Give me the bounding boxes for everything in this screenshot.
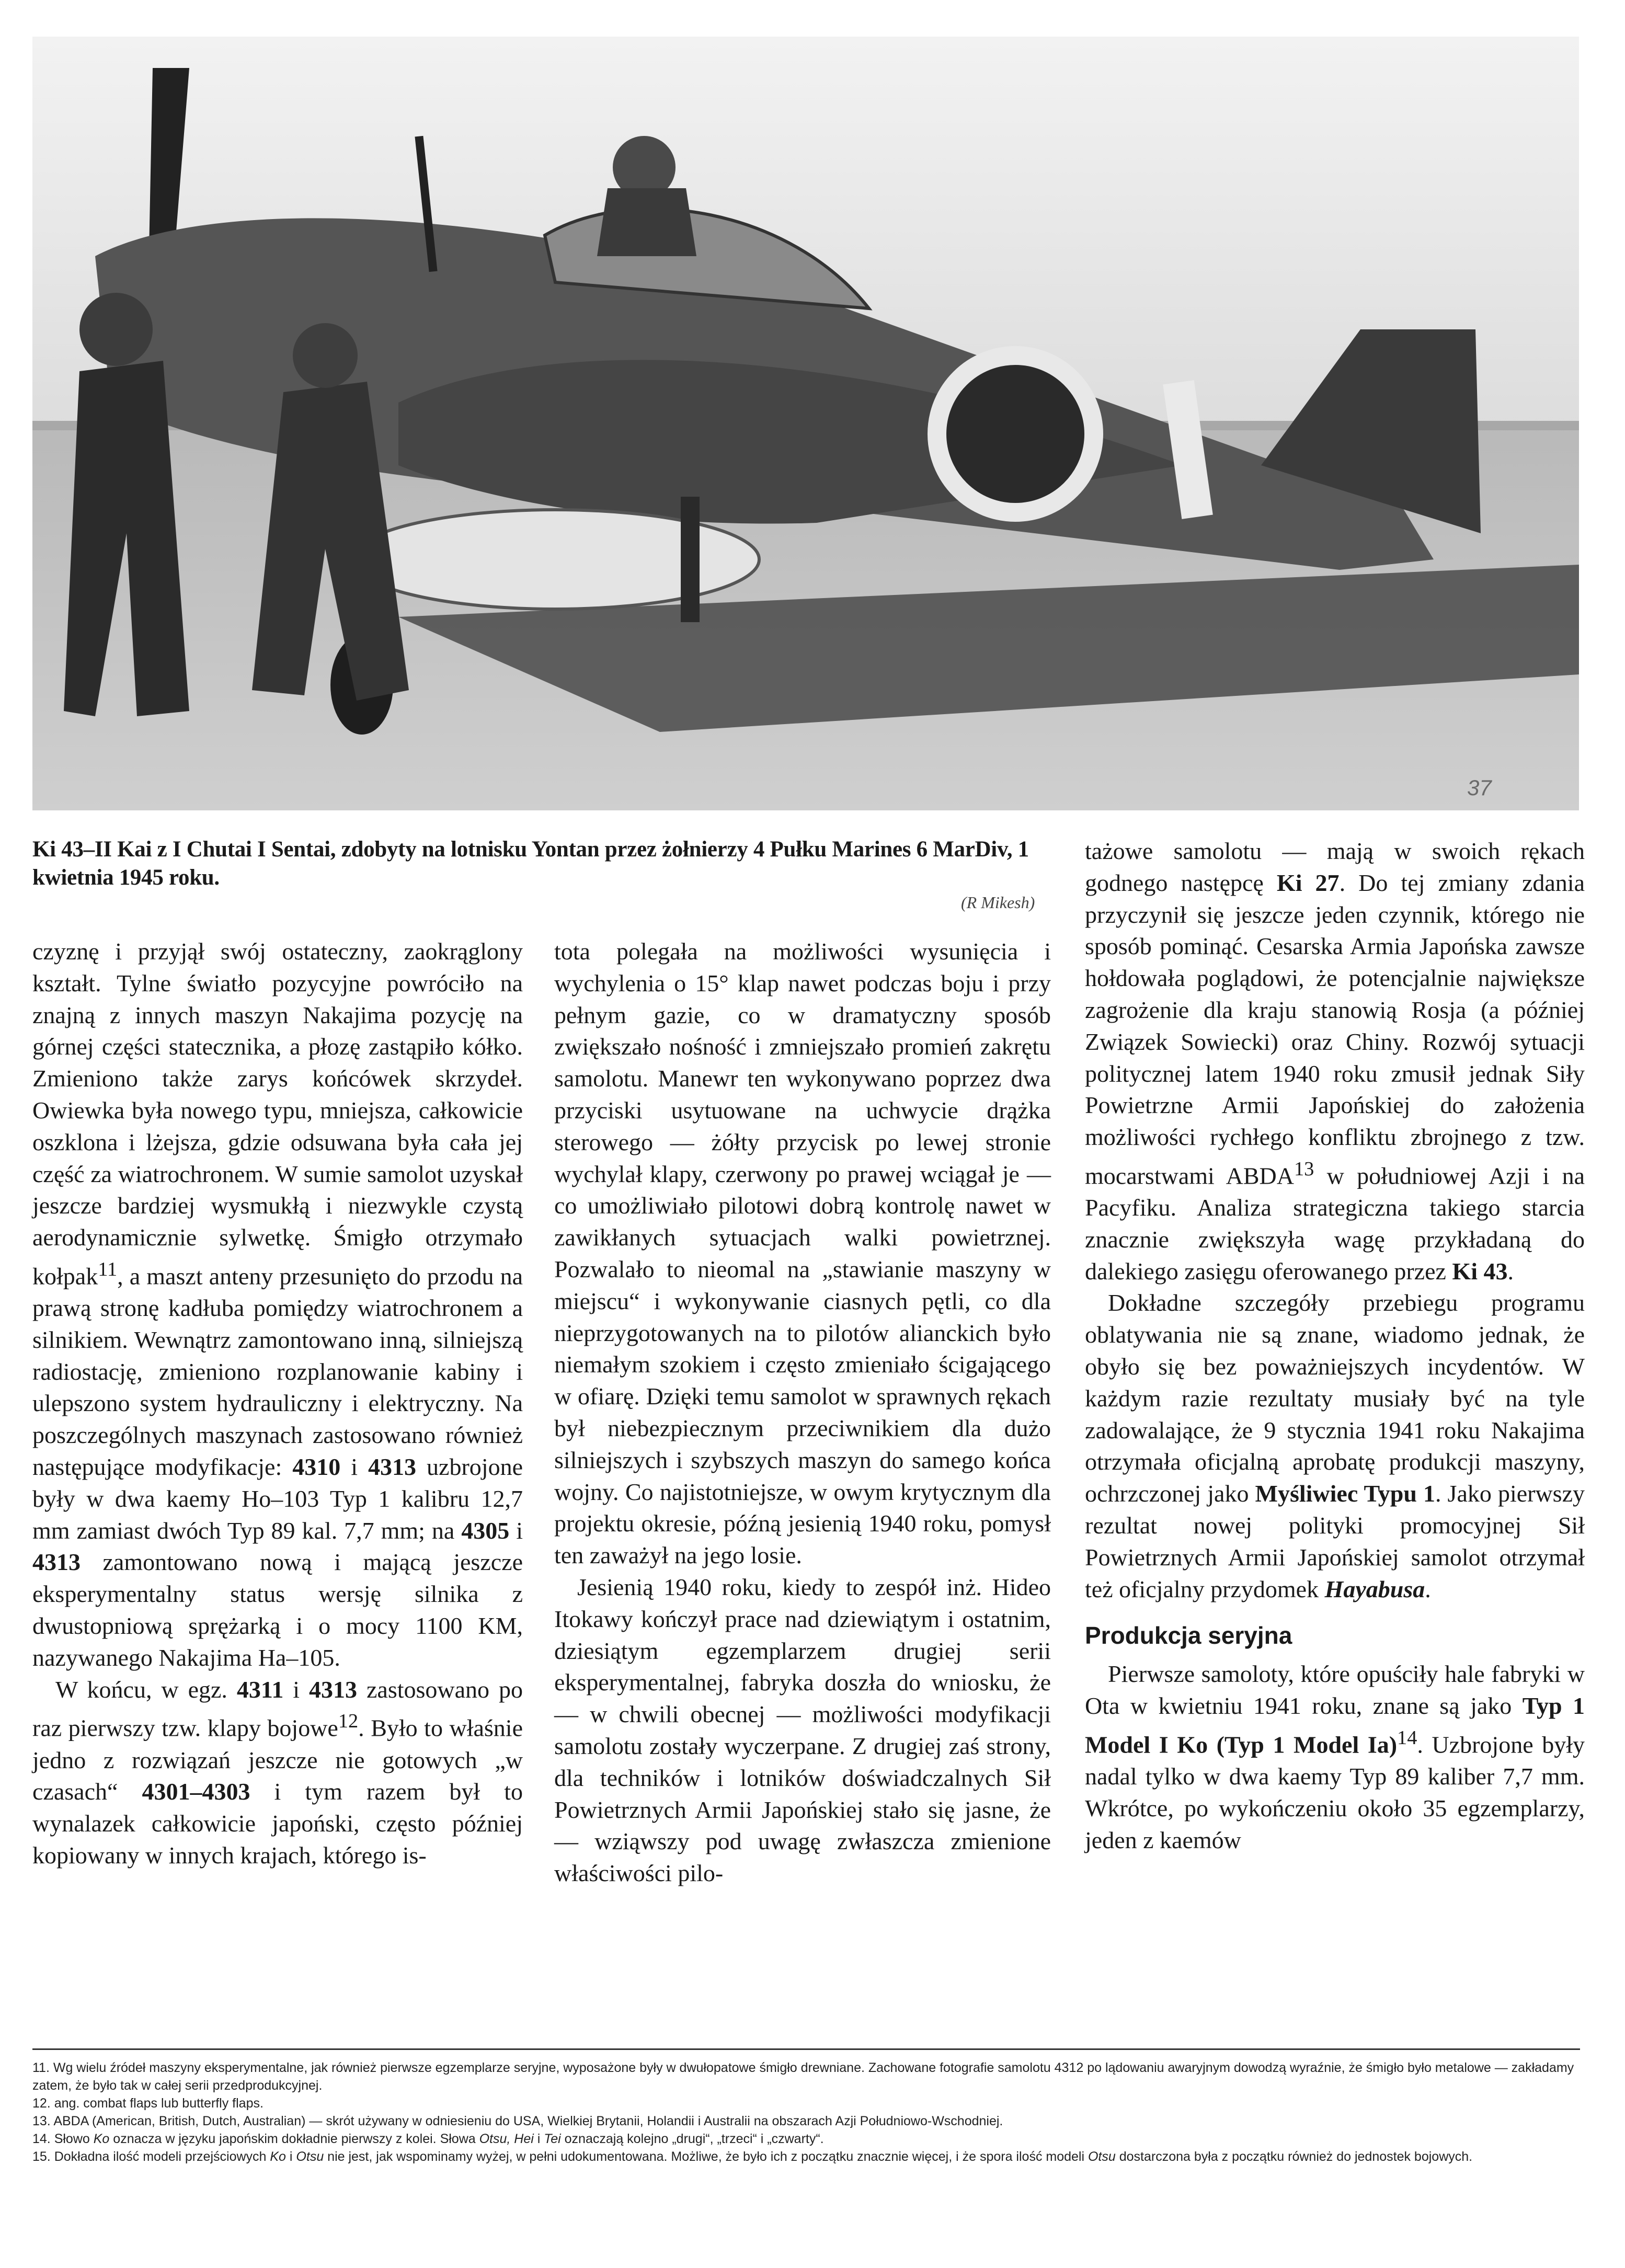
footnote-divider xyxy=(32,2048,1580,2050)
col3-paragraph-1: tażowe samolotu — mają w swoich rękach godnego następcę Ki 27. Do tej zmiany zdania przyczynił się jeszcze jeden czynnik, którego nie sposób pominąć. Cesarska Armia Japońska zawsze hołdowała poglądowi, że potencjalnie największe zagrożenie dla kraju stanowią Rosja (a później Związek Sowiecki) oraz Chiny. Rozwój sytuacji politycznej latem 1940 roku zmusił jednak Siły Powietrzne Armii Japońskiej do założenia możliwości rychłego konfliktu zbrojnego z tzw. mocarstwami ABDA$^{13}$ w południowej Azji i na Pacyfiku. Analiza strategiczna takiego starcia znacznie zwiększyła wagę przykładaną do dalekiego zasięgu oferowanego przez Ki 43. xyxy=(1085,838,1585,1285)
photo-caption: Ki 43–II Kai z I Chutai I Sentai, zdobyty na lotnisku Yontan przez żołnierzy 4 Pułku Marines 6 MarDiv, 1 kwietnia 1945 roku. xyxy=(32,837,1029,890)
footnote-14: 14. Słowo Ko oznacza w języku japońskim dokładnie pierwszy z kolei. Słowa Otsu, Hei i Tei oznaczają kolejno „drugi“, „trzeci“ i „czwarty“. xyxy=(32,2132,824,2146)
col3-paragraph-3: Pierwsze samoloty, które opuściły hale fabryki w Ota w kwietniu 1941 roku, znane są jako Typ 1 Model I Ko (Typ 1 Model Ia)$^{14}$. Uzbrojone były nadal tylko w dwa kaemy Typ 89 kaliber 7,7 mm. Wkrótce, po wykończeniu około 35 egzemplarzy, jeden z kaemów xyxy=(1085,1660,1585,1853)
aircraft-photo-icon xyxy=(32,37,1579,810)
column-2 xyxy=(554,936,1051,1889)
footnote-11: 11. Wg wielu źródeł maszyny eksperymentalne, jak również pierwsze egzemplarze seryjne, wyposażone były w dwułopatowe śmigło drewniane. Zachowane fotografie samolotu 4312 po lądowaniu awaryjnym dowodzą wyraźnie, że śmigło było metalowe — zakładamy zatem, że było tak w całej serii przedprodukcyjnej. xyxy=(32,2060,1574,2093)
aircraft-photo xyxy=(32,37,1579,810)
footnotes xyxy=(32,2059,1580,2166)
column-3 xyxy=(1085,835,1585,1857)
col2-paragraph-1: tota polegała na możliwości wysunięcia i wychylenia o 15° klap nawet podczas boju i przy pełnym gazie, co w dramatyczny sposób zwiększało nośność i zmniejszało promień zakrętu samolotu. Manewr ten wykonywano poprzez dwa przyciski usytuowane na uchwycie drążka sterowego — żółty przycisk po lewej stronie wychylał klapy, czerwony po prawej wciągał je — co umożliwiało pilotowi dobrą kontrolę nawet w zawikłanych sytuacjach walki powietrznej. Pozwalało to nieomal na „stawianie maszyny w miejscu“ i wykonywanie ciasnych pętli, co dla nieprzygotowanych na to pilotów alianckich było niemałym szokiem i często zmieniało ścigającego w ofiarę. Dzięki temu samolot w sprawnych rękach był niebezpiecznym przeciwnikiem dla dużo silniejszych i szybszych maszyn do samego końca wojny. Co najistotniejsze, w owym krytycznym dla projektu okresie, późną jesienią 1940 roku, pomysł ten zaważył na jego losie. xyxy=(554,938,1051,1569)
col1-paragraph-2: W końcu, w egz. 4311 i 4313 zastosowano po raz pierwszy tzw. klapy bojowe$^{12}$. Było to właśnie jedno z rozwiązań jeszcze nie gotowych „w czasach“ 4301–4303 i tym razem był to wynalazek całkowicie japoński, często później kopiowany w innych krajach, którego is- xyxy=(32,1676,523,1869)
section-heading: Produkcja seryjna xyxy=(1085,1622,1292,1650)
column-1 xyxy=(32,936,523,1872)
footnote-15: 15. Dokładna ilość modeli przejściowych Ko i Otsu nie jest, jak wspominamy wyżej, w pełni udokumentowana. Możliwe, że było ich z początku znacznie więcej, i że spora ilość modeli Otsu dostarczona była z początku również do jednostek bojowych. xyxy=(32,2149,1473,2164)
footnote-13: 13. ABDA (American, British, Dutch, Australian) — skrót używany w odniesieniu do USA, Wielkiej Brytanii, Holandii i Australii na obszarach Azji Południowo-Wschodniej. xyxy=(32,2114,1003,2128)
page-number: 37 xyxy=(1467,775,1492,800)
col1-paragraph-1: czyznę i przyjął swój ostateczny, zaokrąglony kształt. Tylne światło pozycyjne powróciło na znajną z innych maszyn Nakajima pozycję na górnej części statecznika, a płozę zastąpiło kółko. Zmieniono także zarys końcówek skrzydeł. Owiewka była nowego typu, mniejsza, całkowicie oszklona i lżejsza, gdzie odsuwana była cała jej część za wiatrochronem. W sumie samolot uzyskał jeszcze bardziej wysmukłą i niezwykle czystą aerodynamicznie sylwetkę. Śmigło otrzymało kołpak$^{11}$, a maszt anteny przesunięto do przodu na prawą stronę kadłuba pomiędzy wiatrochronem a silnikiem. Wewnątrz zamontowano inną, silniejszą radiostację, zmieniono rozplanowanie kabiny i ulepszono system hydrauliczny i elektryczny. Na poszczególnych maszynach zastosowano również następujące modyfikacje: 4310 i 4313 uzbrojone były w dwa kaemy Ho–103 Typ 1 kalibru 12,7 mm zamiast dwóch Typ 89 kal. 7,7 mm; na 4305 i 4313 zamontowano nową i mającą jeszcze eksperymentalny status wersję silnika z dwustopniową sprężarką i o mocy 1100 KM, nazywanego Nakajima Ha–105. xyxy=(32,938,523,1671)
footnote-12: 12. ang. combat flaps lub butterfly flaps. xyxy=(32,2096,264,2111)
col3-paragraph-2: Dokładne szczegóły przebiegu programu oblatywania nie są znane, wiadomo jednak, że obyło się bez poważniejszych incydentów. W każdym razie rezultaty musiały być na tyle zadowalające, że 9 stycznia 1941 roku Nakajima otrzymała oficjalną aprobatę produkcji maszyny, ochrzczonej jako Myśliwiec Typu 1. Jako pierwszy rezultat nowej polityki promocyjnej Sił Powietrznych Armii Japońskiej samolot otrzymał też oficjalny przydomek Hayabusa. xyxy=(1085,1289,1585,1602)
col2-paragraph-2: Jesienią 1940 roku, kiedy to zespół inż. Hideo Itokawy kończył prace nad dziewiątym i ostatnim, dziesiątym egzemplarzem drugiej serii eksperymentalnej, fabryka doszła do wniosku, że — w chwili obecnej — możliwości modyfikacji samolotu zostały wyczerpane. Z drugiej zaś strony, dla techników i lotników doświadczalnych Sił Powietrznych Armii Japońskiej stało się jasne, że — wziąwszy pod uwagę zwłaszcza zmienione właściwości pilo- xyxy=(554,1573,1051,1887)
photo-credit: (R Mikesh) xyxy=(961,893,1035,912)
